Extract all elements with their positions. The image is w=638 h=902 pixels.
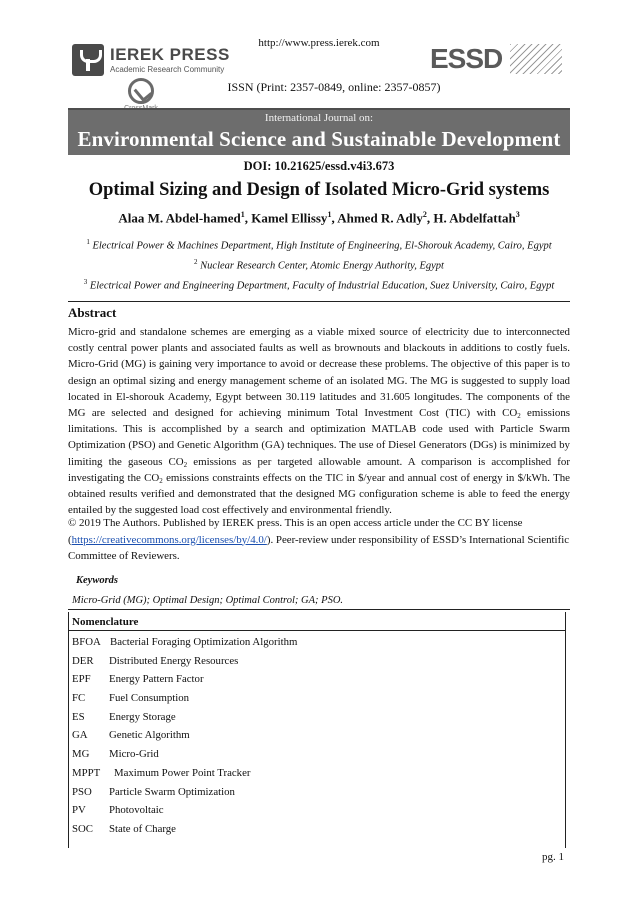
license-text: © 2019 The Authors. Published by IEREK press. This is an open access article under the CC BY license ( bbox=[68, 517, 523, 546]
nomenclature-abbr: PV bbox=[72, 804, 86, 817]
nomenclature-abbr: DER bbox=[72, 654, 94, 667]
nomenclature-abbr: SOC bbox=[72, 822, 94, 835]
keywords-divider bbox=[68, 609, 570, 610]
keywords-text: Micro-Grid (MG); Optimal Design; Optimal Control; GA; PSO. bbox=[72, 595, 344, 606]
ierek-press-logo bbox=[72, 44, 232, 76]
author-name: Ahmed R. Adly bbox=[337, 210, 423, 226]
publisher-name: IEREK PRESS bbox=[110, 45, 230, 64]
nomenclature-abbr: MG bbox=[72, 748, 90, 761]
license-link[interactable]: https://creativecommons.org/licenses/by/4.0/ bbox=[71, 533, 267, 546]
keywords-heading: Keywords bbox=[76, 575, 118, 586]
affiliation-number: 1 bbox=[86, 238, 90, 246]
nomenclature-heading: Nomenclature bbox=[72, 616, 139, 628]
nomenclature-item bbox=[72, 673, 552, 692]
author-affiliation-marker: 2 bbox=[422, 210, 427, 219]
author-affiliation-marker: 1 bbox=[240, 210, 245, 219]
nomenclature-def: Maximum Power Point Tracker bbox=[114, 766, 251, 779]
nomenclature-def: Energy Pattern Factor bbox=[109, 673, 204, 686]
author-separator: , bbox=[426, 210, 434, 226]
nomenclature-def: Photovoltaic bbox=[109, 804, 164, 817]
journal-title: Environmental Science and Sustainable Development bbox=[77, 127, 561, 151]
essd-logo-pattern-icon bbox=[510, 44, 562, 74]
nomenclature-item bbox=[72, 655, 552, 674]
nomenclature-def: State of Charge bbox=[109, 822, 176, 835]
nomenclature-item bbox=[72, 748, 552, 767]
affiliation-text: Nuclear Research Center, Atomic Energy Authority, Egypt bbox=[200, 260, 444, 272]
author-name: Kamel Ellissy bbox=[251, 210, 328, 226]
essd-logo-text: ESSD bbox=[430, 43, 503, 74]
nomenclature-abbr: PSO bbox=[72, 785, 92, 798]
nomenclature-def: Distributed Energy Resources bbox=[109, 654, 239, 667]
abstract-body bbox=[68, 324, 570, 518]
affiliation-text: Electrical Power & Machines Department, High Institute of Engineering, El-Shorouk Academy, Cairo, Egypt bbox=[92, 240, 552, 252]
page-number: pg. 1 bbox=[542, 851, 564, 863]
nomenclature-item bbox=[72, 729, 552, 748]
nomenclature-def: Bacterial Foraging Optimization Algorithm bbox=[110, 636, 298, 648]
nomenclature-abbr: MPPT bbox=[72, 766, 101, 779]
nomenclature-def: Genetic Algorithm bbox=[109, 729, 190, 742]
article-title: Optimal Sizing and Design of Isolated Micro-Grid systems bbox=[88, 180, 550, 200]
abstract-text: emissions as per targeted allowable amount. A comparison is accomplished for investigating the CO bbox=[68, 455, 570, 484]
nomenclature-def: Particle Swarm Optimization bbox=[109, 785, 235, 798]
doi: DOI: 10.21625/essd.v4i3.673 bbox=[243, 159, 395, 173]
nomenclature-abbr: ES bbox=[72, 710, 85, 723]
nomenclature-abbr: FC bbox=[72, 692, 86, 705]
section-divider bbox=[68, 301, 570, 302]
author-name: H. Abdelfattah bbox=[433, 210, 516, 226]
author-name: Alaa M. Abdel-hamed bbox=[118, 210, 241, 226]
affiliation-3 bbox=[0, 278, 638, 292]
author-affiliation-marker: 3 bbox=[515, 210, 520, 219]
nomenclature-abbr: EPF bbox=[72, 673, 91, 686]
journal-banner bbox=[68, 108, 570, 155]
publisher-tagline: Academic Research Community bbox=[110, 65, 225, 74]
co2-subscript: 2 bbox=[183, 460, 188, 469]
affiliation-2 bbox=[0, 258, 638, 272]
essd-logo bbox=[430, 42, 562, 76]
affiliation-number: 3 bbox=[83, 278, 88, 286]
co2-subscript: 2 bbox=[159, 476, 163, 485]
nomenclature-abbr: BFOA bbox=[72, 636, 101, 648]
author-separator: , bbox=[331, 210, 338, 226]
author-list bbox=[0, 210, 638, 226]
affiliation-1 bbox=[0, 238, 638, 252]
nomenclature-def: Micro-Grid bbox=[109, 748, 159, 761]
nomenclature-item bbox=[72, 636, 552, 655]
author-affiliation-marker: 1 bbox=[327, 210, 332, 219]
journal-url[interactable]: http://www.press.ierek.com bbox=[258, 37, 380, 49]
license-text: ). Peer-review under responsibility of ESSD’s International Scientific Committee of Reviewers. bbox=[68, 533, 570, 562]
nomenclature-item bbox=[72, 711, 552, 730]
issn-line: ISSN (Print: 2357-0849, online: 2357-0857) bbox=[227, 80, 441, 94]
nomenclature-def: Fuel Consumption bbox=[109, 692, 190, 705]
nomenclature-item bbox=[72, 692, 552, 711]
affiliation-number: 2 bbox=[194, 258, 198, 266]
abstract-heading: Abstract bbox=[68, 305, 117, 320]
affiliation-text: Electrical Power and Engineering Department, Faculty of Industrial Education, Suez University, Cairo, Egypt bbox=[89, 280, 555, 292]
abstract-text: emissions constraints effects on the TIC in $/year and annual cost of energy in $/kWh. The obtained results verified and demonstrated that the designed MG configuration scheme is able to feed the energy entailed by the suggested load cost effectively and environmental friendly. bbox=[68, 471, 571, 517]
nomenclature-abbr: GA bbox=[72, 729, 88, 742]
nomenclature-def: Energy Storage bbox=[109, 710, 176, 723]
abstract-text: emissions limitations. This is accomplished by a search and optimization MATLAB code used with Particle Swarm Optimization (PSO) and Genetic Algorithm (GA) techniques. The use of Diesel Generators (DGs) is minimized by limiting the gaseous CO bbox=[68, 407, 571, 468]
nomenclature-list bbox=[72, 636, 552, 842]
journal-intro: International Journal on: bbox=[264, 112, 374, 124]
license-statement bbox=[68, 515, 570, 565]
nomenclature-item bbox=[72, 823, 552, 842]
author-separator: , bbox=[244, 210, 252, 226]
abstract-text: Micro-grid and standalone schemes are emerging as a viable mixed source of electricity due to interconnected costly central power plants and associated faults as well as brownouts and blackouts in additions to costly fuels. Micro-Grid (MG) is gaining very importance to avoid or decrease these problems. The objective of this paper is to design an optimal sizing and energy management scheme of an isolated MG. The MG is suggested to supply load located in El-shorouk Academy, Egypt between 30.119 latitudes and 31.605 longitudes. The components of the MG are selected and designed for achieving minimum Total Investment Cost (TIC) with CO bbox=[68, 326, 570, 420]
nomenclature-item bbox=[72, 767, 552, 786]
nomenclature-item bbox=[72, 786, 552, 805]
nomenclature-item bbox=[72, 804, 552, 823]
ierek-logo-icon bbox=[72, 44, 104, 76]
nomenclature-divider bbox=[68, 630, 566, 631]
co2-subscript: 2 bbox=[517, 412, 521, 421]
